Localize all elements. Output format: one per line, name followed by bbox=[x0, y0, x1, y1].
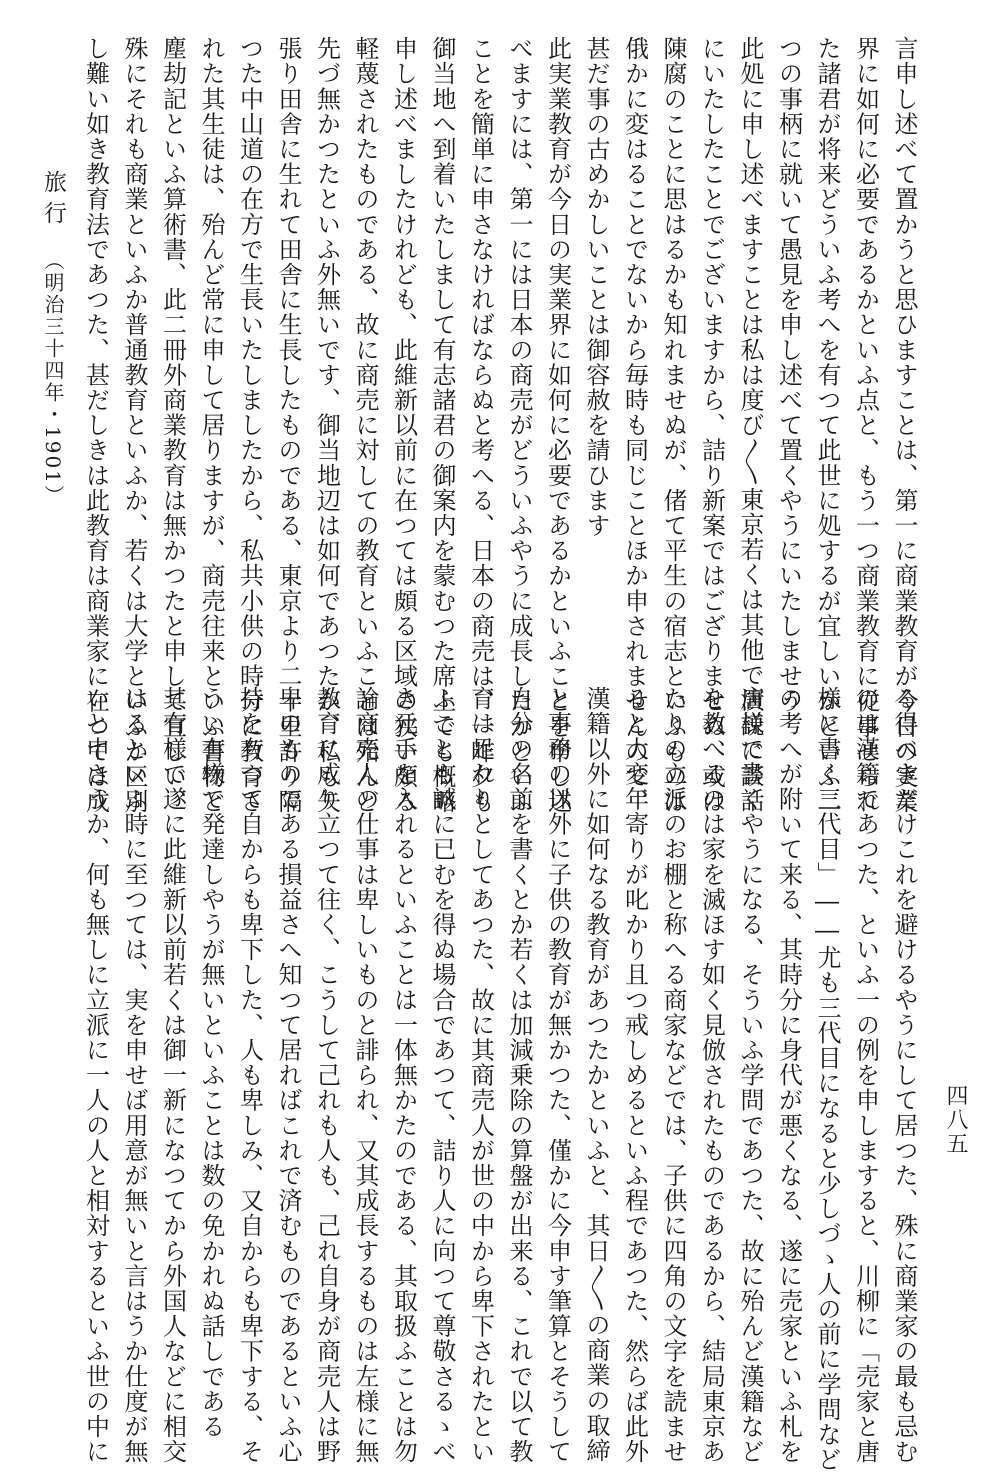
text-column: を教へるのは家を滅ほす如く見倣されたものであるから、結局東京あ bbox=[697, 686, 726, 1465]
text-column: 塵劫記といふ算術書、此二冊外商業教育は無かつたと申して宜しい、 bbox=[158, 36, 187, 815]
text-column: 陳腐のことに思はるかも知れませぬが、偖て平生の宿志といふものは bbox=[659, 36, 687, 815]
text-column: の考へが附いて来る、其時分に身代が悪くなる、遂に売家といふ札を bbox=[774, 686, 803, 1465]
text-column: 此処に申し述べますことは私は度び〳〵東京若くは其他で演説に談話 bbox=[736, 36, 764, 813]
text-column: 軽蔑されたものである、故に商売に対しての教育といふことは殆んど bbox=[351, 36, 379, 815]
text-column: 自分の名前を書くとか若くは加減乗除の算盤が出来る、これで以て教 bbox=[505, 686, 533, 1465]
text-column: 界に如何に必要であるかといふ点と、もう一つ商業教育に従事せられ bbox=[851, 36, 880, 815]
text-column: 唐様で書くやうになる、そういふ学問であつた、故に殆んど漢籍など bbox=[736, 686, 764, 1465]
text-column: 殊にそれも商業といふか普通教育といふか、若くは大学といふか区別 bbox=[120, 36, 148, 815]
text-column: ことを簡単に申さなければならぬと考へる、日本の商売は、一昨夕も bbox=[466, 36, 495, 815]
text-column: うい有様で発達しやうが無いといふことは数の免かれぬ話しである bbox=[197, 686, 225, 1439]
text-column: ふことも誠に已むを得ぬ場合であつて、詰り人に向つて尊敬さるゝべ bbox=[428, 686, 456, 1465]
text-column: 持を有つて自からも卑下した、人も卑しみ、又自からも卑下する、そ bbox=[235, 686, 264, 1465]
running-header-date: （明治三十四年・1901） bbox=[41, 250, 65, 507]
text-column: たりの立派のお棚と称へる商家などでは、子供に四角の文字を読ませ bbox=[659, 686, 687, 1465]
text-column: のは漢籍であつた、といふ一の例を申しますると、川柳に「売家と唐 bbox=[851, 686, 880, 1465]
text-column: き元手を入れるといふことは一体無かたのである、其取扱ふことは勿 bbox=[389, 686, 418, 1465]
text-column: し難い如き教育法であつた、甚だしきは此教育は商業家に在つては成 bbox=[81, 36, 110, 815]
text-column: た諸君が将来どういふ考へを有つて此世に処するが宜しいかといふ二 bbox=[813, 36, 841, 815]
text-column: 漢籍以外に如何なる教育があつたかといふと、其日〳〵の商業の取締 bbox=[582, 686, 610, 1463]
text-column: 卑のものである損益さへ知つて居ればこれで済むものであるといふ心 bbox=[274, 686, 302, 1465]
text-column: つの事柄に就いて愚見を申し述べて置くやうにいたしませう bbox=[774, 36, 803, 714]
text-column: 先づ無かつたといふ外無いです、御当地辺は如何であつたか、私も矢 bbox=[312, 36, 341, 815]
running-header-title: 旅行 bbox=[40, 170, 66, 232]
text-column: つた中山道の在方で生長いたしましたから、私共小供の時分に教育さ bbox=[235, 36, 264, 815]
text-column: 育は足れりとしてあつた、故に其商売人が世の中から卑下されたとい bbox=[466, 686, 495, 1465]
text-column: 御当地へ到着いたしまして有志諸君の御案内を蒙むつた席上でも概略 bbox=[428, 36, 456, 815]
text-column: 其有様で遂に此維新以前若くは御一新になつてから外国人などに相交 bbox=[158, 686, 187, 1465]
text-column: べますには、第一には日本の商売がどういふやうに成長したかといふ bbox=[505, 36, 533, 815]
text-column: 論商売人の仕事は卑しいものと誹られ、又其成長するものは左様に無 bbox=[351, 686, 379, 1465]
text-column: 俄かに変はることでないから毎時も同じことほか申されませんので、 bbox=[620, 36, 649, 815]
text-column: ると大変年寄りが叱かり且つ戒しめるといふ程であつた、然らば此外 bbox=[620, 686, 649, 1465]
text-column: 教育に成り立つて往く、こうして己れも人も、己れ自身が商売人は野 bbox=[312, 686, 341, 1465]
text-column: る得べきだけこれを避けるやうにして居つた、殊に商業家の最も忌む bbox=[890, 686, 918, 1465]
text-column: にいたしたことでございますから、詰り新案ではござりませぬ、或は bbox=[697, 36, 726, 815]
text-column: はるといふ時に至つては、実を申せば用意が無いと言はうか仕度が無 bbox=[120, 686, 148, 1465]
text-column: いと申さうか、何も無しに立派に一人の人と相対するといふ世の中に bbox=[81, 686, 110, 1465]
text-column: と事務の以外に子供の教育が無かつた、僅かに今申す筆算とそうして bbox=[543, 686, 572, 1465]
text-column: れた其生徒は、殆んど常に申して居りますが、商売往来といふ書物と bbox=[197, 36, 225, 815]
text-column: 様に書く三代目」――尤も三代目になると少しづゝ人の前に学問など bbox=[813, 686, 841, 1472]
text-column: 言申し述べて置かうと思ひますことは、第一に商業教育が今日の実業 bbox=[890, 36, 918, 815]
text-column: 甚だ事の古めかしいことは御容赦を請ひます bbox=[582, 36, 610, 538]
text-column: 此実業教育が今日の実業界に如何に必要であるかといふことを申し述 bbox=[543, 36, 572, 815]
page-number: 四八五 bbox=[943, 1084, 968, 1156]
text-column: 申し述べましたけれども、此維新以前に在つては頗る区域の狭い頗る bbox=[389, 36, 418, 815]
text-column: 張り田舎に生れて田舎に生長したものである、東京より二十里許り隔 bbox=[274, 36, 302, 815]
